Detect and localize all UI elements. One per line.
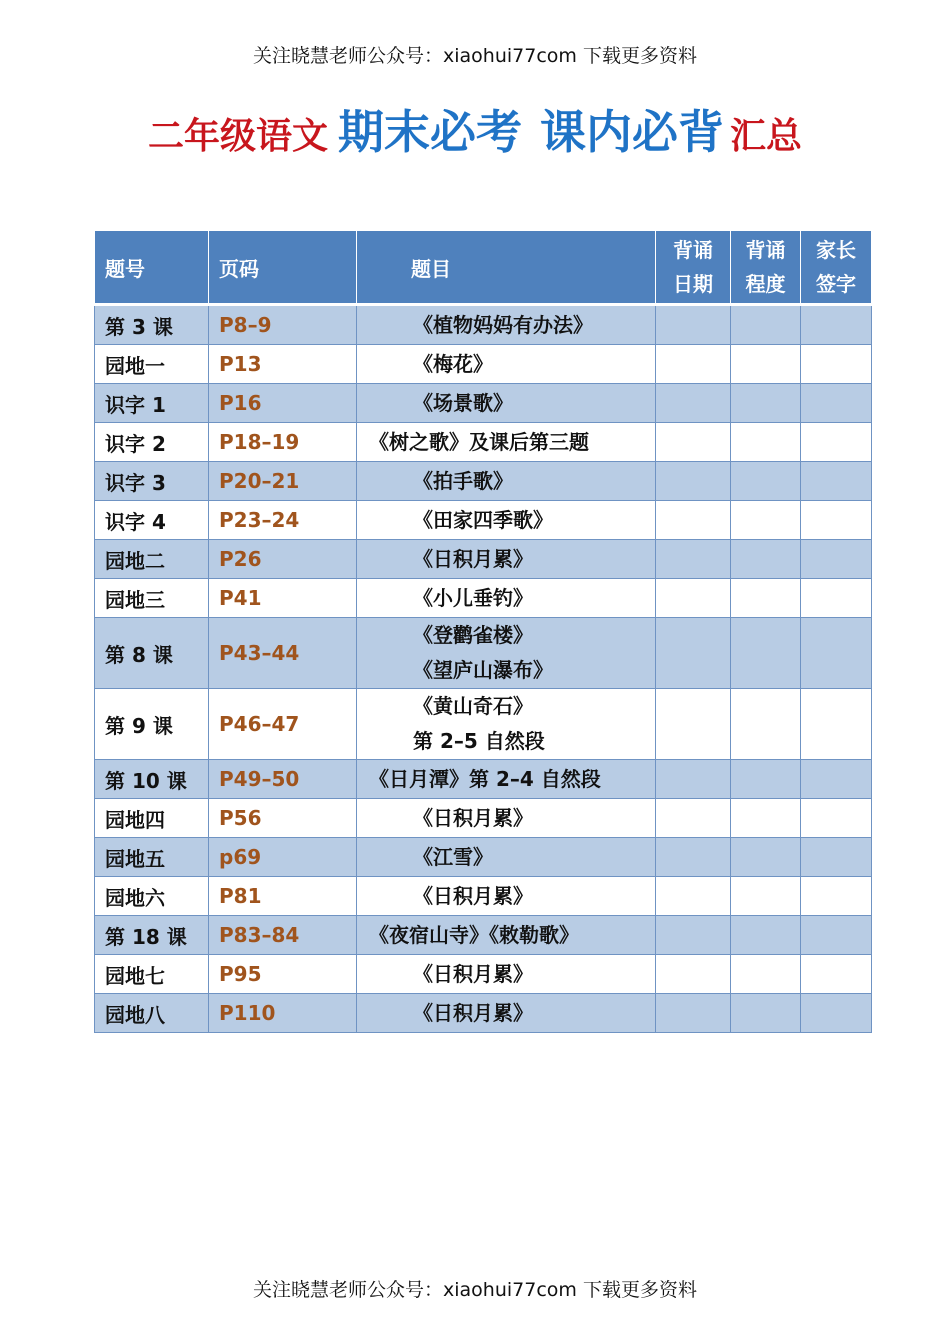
cell-recite-date[interactable] (656, 462, 731, 501)
cell-recite-date[interactable] (656, 501, 731, 540)
cell-recite-date[interactable] (656, 994, 731, 1033)
text-title-line1: 《梅花》 (413, 351, 493, 376)
cell-recite-date[interactable] (656, 579, 731, 618)
header-date-line2: 日期 (673, 272, 713, 296)
cell-lesson-number: 园地一 (95, 345, 209, 384)
cell-recite-date[interactable] (656, 345, 731, 384)
cell-recite-date[interactable] (656, 955, 731, 994)
cell-text-title (357, 877, 656, 916)
cell-text-title (357, 579, 656, 618)
cell-parent-sign[interactable] (801, 760, 872, 799)
cell-text-title (357, 916, 656, 955)
cell-parent-sign[interactable] (801, 305, 872, 345)
cell-parent-sign[interactable] (801, 462, 872, 501)
cell-parent-sign[interactable] (801, 579, 872, 618)
cell-recite-level[interactable] (731, 618, 801, 689)
cell-recite-level[interactable] (731, 799, 801, 838)
cell-parent-sign[interactable] (801, 994, 872, 1033)
cell-recite-date[interactable] (656, 305, 731, 345)
cell-page-number: P20–21 (209, 462, 357, 501)
cell-parent-sign[interactable] (801, 955, 872, 994)
cell-recite-date[interactable] (656, 916, 731, 955)
cell-text-title (357, 955, 656, 994)
cell-text-title (357, 838, 656, 877)
cell-parent-sign[interactable] (801, 689, 872, 760)
text-title-line1: 《拍手歌》 (413, 468, 513, 493)
cell-recite-date[interactable] (656, 838, 731, 877)
text-title-line1: 《树之歌》及课后第三题 (369, 429, 589, 454)
cell-recite-date[interactable] (656, 540, 731, 579)
cell-text-title (357, 799, 656, 838)
header-level-line1: 背诵 (745, 238, 786, 262)
cell-page-number: P46–47 (209, 689, 357, 760)
table-row (95, 799, 872, 838)
header-title: 题目 (357, 231, 656, 305)
table-row (95, 345, 872, 384)
cell-lesson-number: 园地四 (95, 799, 209, 838)
cell-recite-level[interactable] (731, 877, 801, 916)
cell-parent-sign[interactable] (801, 384, 872, 423)
table-row (95, 384, 872, 423)
title-part-summary: 汇总 (730, 116, 803, 157)
cell-page-number: P81 (209, 877, 357, 916)
table-row (95, 955, 872, 994)
text-title-line1: 《田家四季歌》 (413, 507, 553, 532)
cell-text-title (357, 423, 656, 462)
cell-page-number: P41 (209, 579, 357, 618)
cell-text-title (357, 994, 656, 1033)
recitation-table (94, 230, 872, 1033)
table-row (95, 760, 872, 799)
title-part-grade: 二年级语文 (147, 116, 328, 157)
cell-page-number: p69 (209, 838, 357, 877)
cell-page-number: P110 (209, 994, 357, 1033)
header-date-line1: 背诵 (673, 238, 713, 262)
cell-parent-sign[interactable] (801, 838, 872, 877)
cell-recite-level[interactable] (731, 462, 801, 501)
table-row (95, 618, 872, 689)
cell-recite-level[interactable] (731, 540, 801, 579)
text-title-line1: 《植物妈妈有办法》 (413, 312, 593, 337)
text-title-line1: 《日积月累》 (413, 1000, 533, 1025)
cell-lesson-number: 园地七 (95, 955, 209, 994)
table-row (95, 994, 872, 1033)
table-row (95, 877, 872, 916)
text-title-line1: 《江雪》 (413, 844, 493, 869)
cell-lesson-number: 园地六 (95, 877, 209, 916)
cell-text-title (357, 760, 656, 799)
cell-lesson-number: 识字 1 (95, 384, 209, 423)
cell-text-title (357, 689, 656, 760)
cell-recite-level[interactable] (731, 760, 801, 799)
cell-text-title (357, 618, 656, 689)
cell-lesson-number: 第 9 课 (95, 689, 209, 760)
cell-lesson-number: 园地三 (95, 579, 209, 618)
table-row (95, 501, 872, 540)
cell-lesson-number: 园地二 (95, 540, 209, 579)
title-part-recite: 课内必背 (540, 105, 724, 159)
text-title-line1: 《夜宿山寺》《敕勒歌》 (369, 922, 579, 947)
cell-recite-level[interactable] (731, 579, 801, 618)
table-row (95, 689, 872, 760)
cell-parent-sign[interactable] (801, 618, 872, 689)
header-page: 页码 (209, 231, 357, 305)
cell-parent-sign[interactable] (801, 916, 872, 955)
table-row (95, 462, 872, 501)
cell-lesson-number: 第 18 课 (95, 916, 209, 955)
cell-recite-level[interactable] (731, 345, 801, 384)
cell-page-number: P23–24 (209, 501, 357, 540)
text-title-line1: 《日积月累》 (413, 546, 533, 571)
cell-text-title (357, 345, 656, 384)
cell-page-number: P83–84 (209, 916, 357, 955)
cell-recite-date[interactable] (656, 423, 731, 462)
cell-lesson-number: 园地五 (95, 838, 209, 877)
header-level (731, 231, 801, 305)
cell-recite-level[interactable] (731, 384, 801, 423)
cell-recite-level[interactable] (731, 994, 801, 1033)
cell-lesson-number: 识字 4 (95, 501, 209, 540)
header-date (656, 231, 731, 305)
cell-page-number: P18–19 (209, 423, 357, 462)
text-title-line1: 《日积月累》 (413, 805, 533, 830)
cell-parent-sign[interactable] (801, 540, 872, 579)
table-row (95, 916, 872, 955)
cell-text-title (357, 384, 656, 423)
page-title (0, 96, 950, 162)
cell-parent-sign[interactable] (801, 501, 872, 540)
header-level-line2: 程度 (745, 272, 786, 296)
cell-lesson-number: 第 3 课 (95, 305, 209, 345)
cell-page-number: P56 (209, 799, 357, 838)
table-row (95, 838, 872, 877)
cell-recite-level[interactable] (731, 916, 801, 955)
text-title-line2: 《望庐山瀑布》 (413, 658, 553, 682)
footer-note: 关注晓慧老师公众号：xiaohui77com 下载更多资料 (253, 1279, 697, 1301)
header-sign-line2: 签字 (816, 272, 856, 296)
cell-page-number: P13 (209, 345, 357, 384)
cell-recite-date[interactable] (656, 877, 731, 916)
text-title-line1: 《小儿垂钓》 (413, 585, 533, 610)
header-num: 题号 (95, 231, 209, 305)
table-row (95, 579, 872, 618)
cell-recite-level[interactable] (731, 305, 801, 345)
text-title-line1: 《登鹳雀楼》 (413, 623, 533, 647)
cell-recite-date[interactable] (656, 760, 731, 799)
cell-page-number: P43–44 (209, 618, 357, 689)
cell-parent-sign[interactable] (801, 799, 872, 838)
table-row (95, 305, 872, 345)
header-sign (801, 231, 872, 305)
cell-text-title (357, 462, 656, 501)
cell-lesson-number: 识字 2 (95, 423, 209, 462)
cell-recite-level[interactable] (731, 423, 801, 462)
table-row (95, 423, 872, 462)
cell-lesson-number: 第 8 课 (95, 618, 209, 689)
cell-recite-date[interactable] (656, 618, 731, 689)
cell-text-title (357, 501, 656, 540)
cell-parent-sign[interactable] (801, 877, 872, 916)
cell-page-number: P95 (209, 955, 357, 994)
cell-recite-level[interactable] (731, 689, 801, 760)
text-title-line1: 《日积月累》 (413, 961, 533, 986)
text-title-line1: 《黄山奇石》 (413, 694, 533, 718)
cell-recite-date[interactable] (656, 799, 731, 838)
cell-lesson-number: 园地八 (95, 994, 209, 1033)
table-row (95, 540, 872, 579)
header-sign-line1: 家长 (816, 238, 856, 262)
cell-recite-level[interactable] (731, 838, 801, 877)
title-part-exam: 期末必考 (338, 105, 522, 159)
header-note: 关注晓慧老师公众号：xiaohui77com 下载更多资料 (253, 45, 697, 67)
cell-page-number: P8–9 (209, 305, 357, 345)
text-title-line2: 第 2–5 自然段 (413, 729, 545, 753)
cell-parent-sign[interactable] (801, 345, 872, 384)
cell-lesson-number: 识字 3 (95, 462, 209, 501)
cell-page-number: P16 (209, 384, 357, 423)
cell-text-title (357, 540, 656, 579)
cell-text-title (357, 305, 656, 345)
cell-recite-level[interactable] (731, 955, 801, 994)
cell-recite-date[interactable] (656, 689, 731, 760)
cell-recite-level[interactable] (731, 501, 801, 540)
cell-parent-sign[interactable] (801, 423, 872, 462)
cell-page-number: P49–50 (209, 760, 357, 799)
table-header-row (95, 231, 872, 305)
text-title-line1: 《场景歌》 (413, 390, 513, 415)
cell-page-number: P26 (209, 540, 357, 579)
cell-lesson-number: 第 10 课 (95, 760, 209, 799)
text-title-line1: 《日积月累》 (413, 883, 533, 908)
cell-recite-date[interactable] (656, 384, 731, 423)
text-title-line1: 《日月潭》第 2–4 自然段 (369, 766, 601, 791)
